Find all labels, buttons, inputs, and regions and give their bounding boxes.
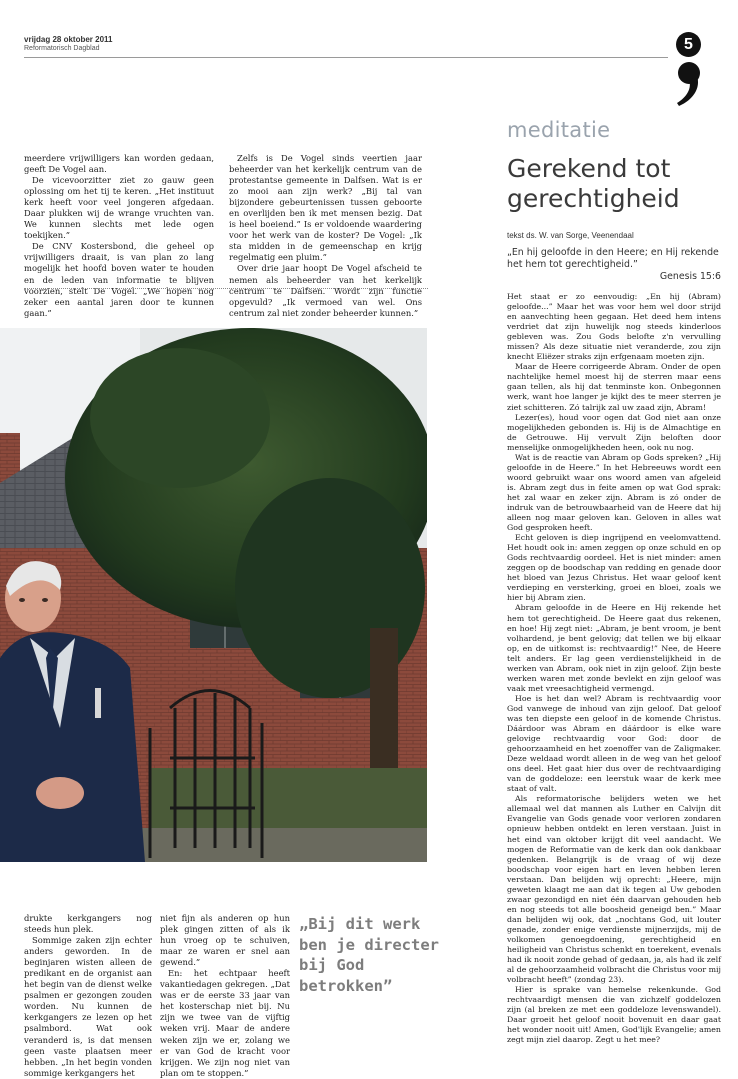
paragraph: Maar de Heere corrigeerde Abram. Onder de open nachtelijke hemel moest hij de sterren maar eens gaan tellen, als hij dat tenminste kon. Onbegonnen werk, want hoe langer je kijkt des te meer sterren je ziet schitteren. Zó talrijk zal uw zaad zijn, Abram! xyxy=(507,362,721,412)
article-top-column-1 xyxy=(24,153,214,319)
paragraph: Lezer(es), houd voor ogen dat God niet aan onze mogelijkheden gebonden is. Hij is de Almachtige en de Getrouwe. Hij vervult Zijn beloften door menselijke onmogelijkheden heen, ook nu nog. xyxy=(507,412,721,452)
paragraph: drukte kerkgangers nog steeds hun plek. xyxy=(24,913,152,935)
issue-date: vrijdag 28 oktober 2011 xyxy=(24,35,113,44)
paragraph: De vicevoorzitter ziet zo gauw geen oplossing om het tij te keren. „Het instituut kerk heeft voor veel jongeren afgedaan. Daar plukken wij de wrange vruchten van. We kunnen slechts met lede ogen toekijken.” xyxy=(24,175,214,241)
page-number: 5 xyxy=(676,32,701,57)
paragraph: niet fijn als anderen op hun plek gingen zitten of als ik hun vroeg op te schuiven, maar ze waren er snel aan gewend.” xyxy=(160,913,290,968)
paragraph: meerdere vrijwilligers kan worden gedaan, geeft De Vogel aan. xyxy=(24,153,214,175)
paragraph: En: het echtpaar heeft vakantiedagen gekregen. „Dat was er de eerste 33 jaar van het kosterschap niet bij. Nu zijn we twee van de vijftig weken vrij. Maar de andere weken zijn we er, zolang we er van God de kracht voor krijgen. We zijn nog niet van plan om te stoppen.” xyxy=(160,968,290,1078)
bible-verse xyxy=(507,247,721,283)
meditation-body xyxy=(507,292,721,1046)
paragraph: De CNV Kostersbond, die geheel op vrijwilligers draait, is van plan zo lang mogelijk het hoofd boven water te houden en de leden van informatie te blijven voorzien, stelt De Vogel. „We hopen nog zeker een aantal jaren door te kunnen gaan.” xyxy=(24,241,214,318)
paragraph: Het staat er zo eenvoudig: „En hij (Abram) geloofde...” Maar het was voor hem wel door strijd en aanvechting heen gegaan. Het deed hem intens verdriet dat zijn huwelijk nog steeds kinderloos gebleven was. Zou Gods belofte z'n vervulling missen? Als deze situatie niet veranderde, zou zijn knecht Eliëzer straks zijn erfgenaam moeten zijn. xyxy=(507,292,721,362)
article-bottom-column-1 xyxy=(24,913,152,1079)
header-rule xyxy=(24,57,668,58)
dotted-divider xyxy=(24,288,428,289)
paragraph: Abram geloofde in de Heere en Hij rekende het hem tot gerechtigheid. De Heere gaat dus rekenen, en hoe! Hij zegt niet: „Abram, je bent vroom, je bent volhardend, je bent gelovig; dat tellen we bij elkaar op, en de uitkomst is: rechtvaardig!” Nee, de Heere telt anders. Er lag geen verdienstelijkheid in de werken van Abram, ook niet in zijn geloof. Zijn beste werken waren met zonde bevlekt en zijn geloof was vaak met vreesachtigheid vermengd. xyxy=(507,603,721,693)
comma-logo-icon xyxy=(675,60,705,108)
paragraph: Als reformatorische belijders weten we het allemaal wel dat mannen als Luther en Calvijn dit Evangelie van Gods genade voor verloren zondaren opnieuw hebben ontdekt en leren verstaan. Juist in het eind van oktober krijgt dit veel aandacht. We mogen de Reformatie van de kerk dan ook dankbaar gedenken. Belangrijk is de vraag of wij deze boodschap voor eigen hart en leven hebben leren verstaan. Dan belijden wij oprecht: „Heere, mijn geweten klaagt me aan dat ik tegen al Uw geboden zwaar gezondigd en niet één daarvan gehouden heb en nog steeds tot alle boosheid geneigd ben.” Maar dan belijden wij ook, dat „nochtans God, uit louter genade, zonder enige verdienste mijnerzijds, mij de volkomen genoegdoening, gerechtigheid en heiligheid van Christus schenkt en toerekent, evenals had ik nooit zonde gehad of gedaan, ja, als had ik zelf al de gehoorzaamheid volbracht die Christus voor mij volbracht heeft” (zondag 23). xyxy=(507,794,721,985)
paragraph: Wat is de reactie van Abram op Gods spreken? „Hij geloofde in de Heere.” In het Hebreeuws wordt een woord gebruikt waar ons woord amen van afgeleid is. Abram zegt dus in feite amen op wat God sprak: het zal waar en zeker zijn. Abram is zó onder de indruk van de betrouwbaarheid van de Heere dat hij alleen nog maar geloven kan. Geloven in alles wat God gesproken heeft. xyxy=(507,452,721,533)
verse-reference: Genesis 15:6 xyxy=(659,271,721,282)
paragraph: Echt geloven is diep ingrijpend en veelomvattend. Het houdt ook in: amen zeggen op onze schuld en op Gods rechtvaardig oordeel. Het is niet minder: amen zeggen op de boodschap van redding en genade door het bloed van Jezus Christus. Het waar geloof kent verdieping en versterking, groei en bloei, zoals we hier bij Abram zien. xyxy=(507,533,721,603)
newspaper-name: Reformatorisch Dagblad xyxy=(24,45,100,52)
article-photo xyxy=(0,328,427,862)
verse-text: „En hij geloofde in den Heere; en Hij rekende het hem tot gerechtigheid.” xyxy=(507,247,719,270)
article-top-column-2 xyxy=(229,153,422,319)
pull-quote: „Bij dit werk ben je directer bij God betrokken” xyxy=(299,915,439,995)
meditation-headline: Gerekend tot gerechtigheid xyxy=(507,154,680,213)
paragraph: Hier is sprake van hemelse rekenkunde. God rechtvaardigt mensen die van zichzelf goddelozen zijn (al breken ze met een goddeloze levenswandel). Daar groeit het geloof nooit bovenuit en daar gaat het wonder nooit uit! Amen, God'lijk Evangelie; amen zegt mijn ziel daarop. Zegt u het mee? xyxy=(507,985,721,1045)
koster-by-church-photo xyxy=(0,328,427,862)
section-label: meditatie xyxy=(507,118,611,142)
byline: tekst ds. W. van Sorge, Veenendaal xyxy=(507,231,634,240)
paragraph: Hoe is het dan wel? Abram is rechtvaardig voor God vanwege de inhoud van zijn geloof. Dat geloof was ten diepste een geloof in de komende Christus. Dáárdoor was Abram en dáárdoor is elke ware gelovige rechtvaardig voor God: door de gehoorzaamheid en het zoenoffer van de Zaligmaker. Deze weldaad wordt alleen in de weg van het geloof ons deel. Het gaat hier dus over de rechtvaardiging van de goddeloze: een leerstuk waar de kerk mee staat of valt. xyxy=(507,693,721,794)
article-bottom-column-2 xyxy=(160,913,290,1079)
paragraph: Zelfs is De Vogel sinds veertien jaar beheerder van het kerkelijk centrum van de protestantse gemeente in Dalfsen. Wat is er zo mooi aan zijn werk? „Bij tal van bijzondere gebeurtenissen tussen geboorte en overlijden ben ik met mensen bezig. Dat is heel boeiend.” Is er voldoende waardering voor het werk van de koster? De Vogel: „Ik sta midden in de gemeenschap en krijg regelmatig een pluim.” xyxy=(229,153,422,263)
paragraph: Sommige zaken zijn echter anders geworden. In de beginjaren wisten alleen de predikant en de organist aan het begin van de dienst welke psalmen er gezongen zouden worden. Nu kunnen de kerkgangers ze lezen op het psalmbord. Wat ook veranderd is, is dat mensen geen vaste plaatsen meer hebben. „In het begin vonden sommige kerkgangers het xyxy=(24,935,152,1078)
paragraph: Over drie jaar hoopt De Vogel afscheid te nemen als beheerder van het kerkelijk centrum te Dalfsen. Wordt zijn functie opgevuld? „Ik vermoed van wel. Ons centrum zal niet zonder beheerder kunnen.” xyxy=(229,263,422,318)
